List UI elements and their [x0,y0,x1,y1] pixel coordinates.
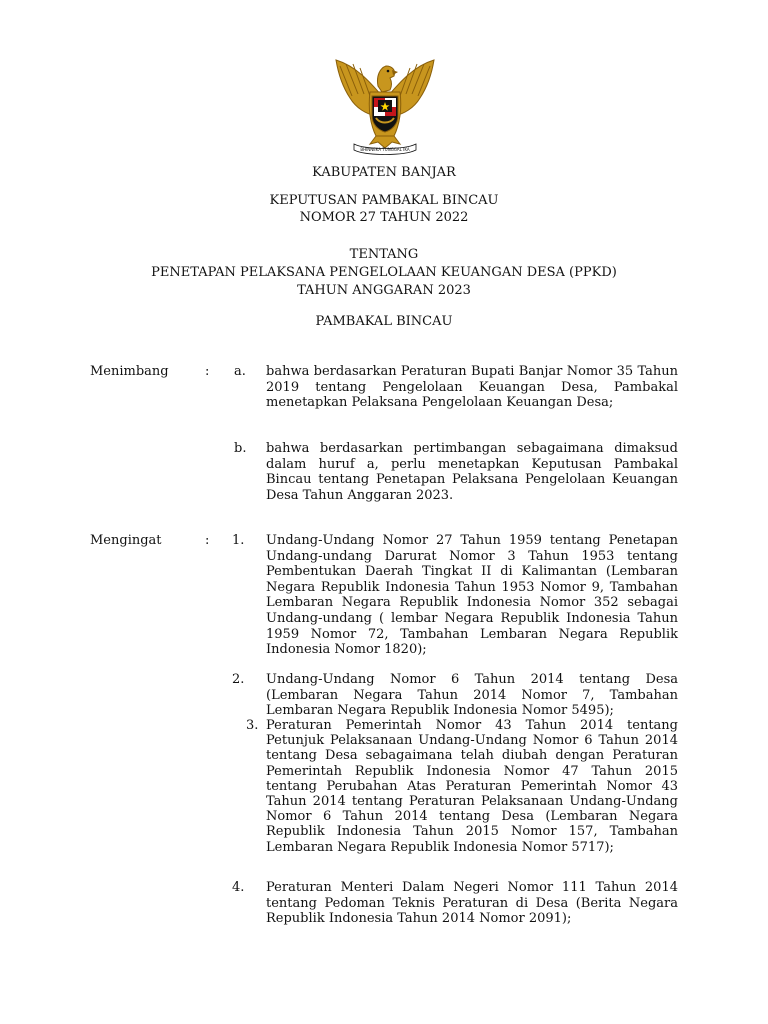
decree-number: NOMOR 27 TAHUN 2022 [299,210,469,225]
mengingat-item-2: Undang-Undang Nomor 6 Tahun 2014 tentang Desa (Lembaran Negara Tahun 2014 Nomor 7, Tambahan Lembaran Negara Republik Indonesia Nomor 5495); [266,672,678,719]
issuer-title: PAMBAKAL BINCAU [315,314,453,329]
about-label: TENTANG [349,247,419,262]
mengingat-item-1: Undang-Undang Nomor 27 Tahun 1959 tentang Penetapan Undang-undang Darurat Nomor 3 Tahun 1953 tentang Pembentukan Daerah Tingkat II di Kalimantan (Lembaran Negara Republik Indonesia Tahun 1953 Nomor 9, Tambahan Lembaran Negara Republik Indonesia Nomor 352 sebagai Undang-undang ( lembar Negara Republik Indonesia Tahun 1959 Nomor 72, Tambahan Lembaran Negara Republik Indonesia Nomor 1820); [266,533,678,658]
menimbang-item-b: bahwa berdasarkan pertimbangan sebagaimana dimaksud dalam huruf a, perlu menetapkan Keputusan Pambakal Bincau tentang Penetapan Pelaksana Pengelolaan Keuangan Desa Tahun Anggaran 2023. [266,441,678,503]
decree-title: KEPUTUSAN PAMBAKAL BINCAU [269,193,499,208]
subject-line-2: TAHUN ANGGARAN 2023 [297,283,471,298]
subject-line-1: PENETAPAN PELAKSANA PENGELOLAAN KEUANGAN DESA (PPKD) [151,265,617,280]
emblem-motto: BHINNEKA TUNGGAL IKA [360,147,410,152]
mengingat-marker-4: 4. [232,880,245,895]
mengingat-marker-3: 3. [246,718,259,733]
mengingat-marker-2: 2. [232,672,245,687]
mengingat-label: Mengingat [90,533,162,548]
menimbang-label: Menimbang [90,364,169,379]
menimbang-colon: : [205,364,210,379]
regency-name: KABUPATEN BANJAR [312,165,456,180]
menimbang-marker-a: a. [234,364,246,379]
garuda-pancasila-emblem [326,52,444,156]
mengingat-colon: : [205,533,210,548]
menimbang-marker-b: b. [234,441,247,456]
menimbang-item-a: bahwa berdasarkan Peraturan Bupati Banjar Nomor 35 Tahun 2019 tentang Pengelolaan Keuangan Desa, Pambakal menetapkan Pelaksana Pengelolaan Keuangan Desa; [266,364,678,411]
mengingat-item-4: Peraturan Menteri Dalam Negeri Nomor 111 Tahun 2014 tentang Pedoman Teknis Peraturan di Desa (Berita Negara Republik Indonesia Tahun 2014 Nomor 2091); [266,880,678,927]
mengingat-item-3: Peraturan Pemerintah Nomor 43 Tahun 2014 tentang Petunjuk Pelaksanaan Undang-Undang Nomor 6 Tahun 2014 tentang Desa sebagaimana telah diubah dengan Peraturan Pemerintah Republik Indonesia Nomor 47 Tahun 2015 tentang Perubahan Atas Peraturan Pemerintah Nomor 43 Tahun 2014 tentang Peraturan Pelaksanaan Undang-Undang Nomor 6 Tahun 2014 tentang Desa (Lembaran Negara Republik Indonesia Tahun 2015 Nomor 157, Tambahan Lembaran Negara Republik Indonesia Nomor 5717); [266,718,678,855]
mengingat-marker-1: 1. [232,533,245,548]
